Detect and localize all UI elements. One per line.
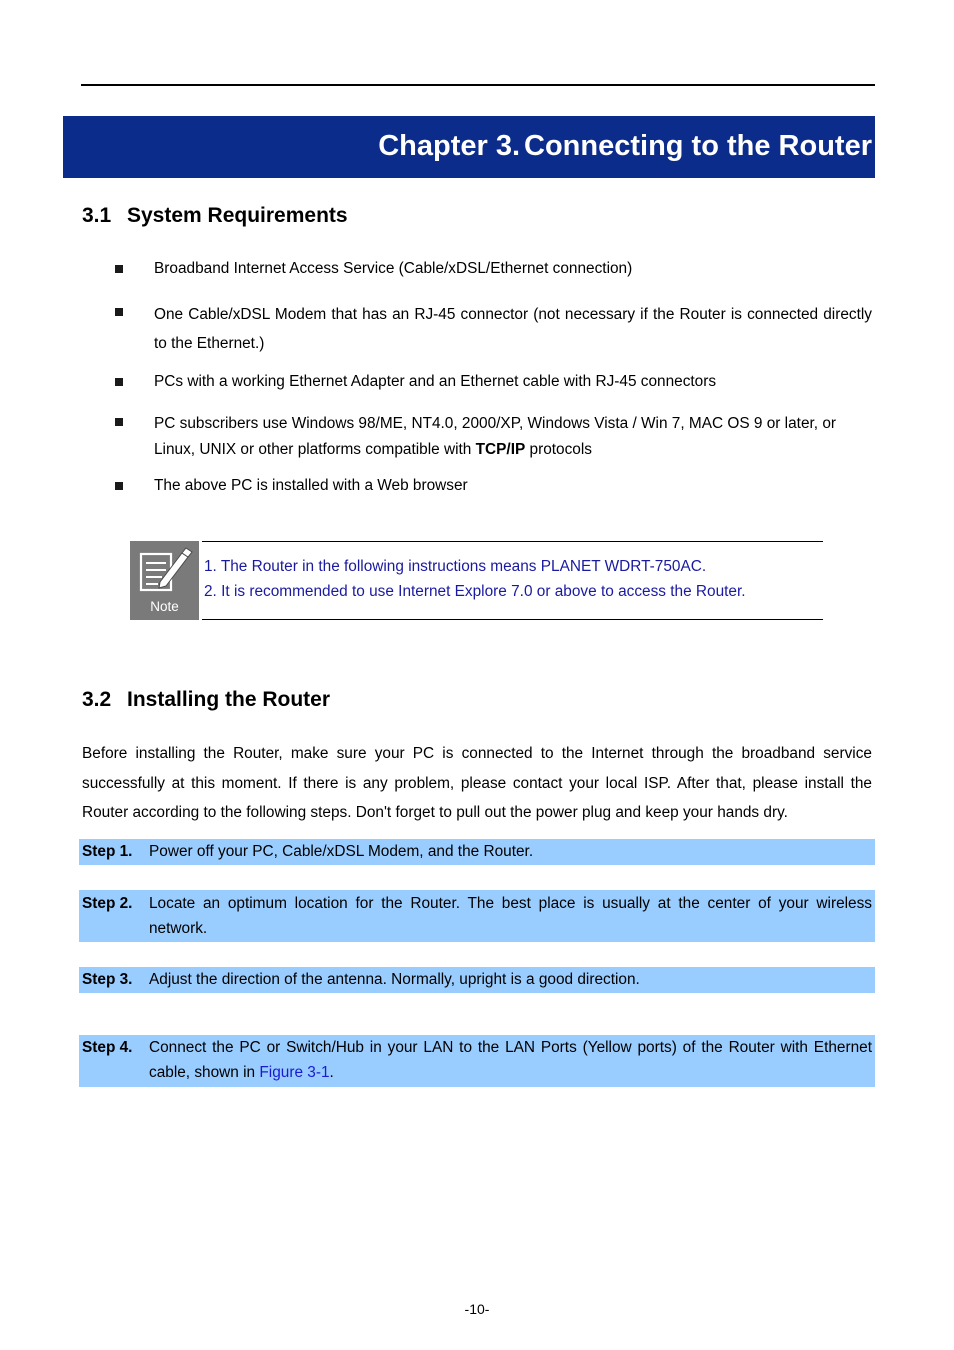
step-text: Power off your PC, Cable/xDSL Modem, and the Router. bbox=[149, 843, 534, 860]
section-number: 3.1 bbox=[82, 204, 112, 227]
note-line: 1. The Router in the following instructions means PLANET WDRT-750AC. bbox=[204, 558, 707, 575]
step-label: Step 4. bbox=[82, 1039, 133, 1056]
notepad-pencil-icon bbox=[130, 541, 199, 601]
header-rule bbox=[81, 84, 875, 86]
square-bullet-icon bbox=[115, 308, 123, 316]
bullet-text: Broadband Internet Access Service (Cable/xDSL/Ethernet connection) bbox=[154, 260, 633, 277]
bullet-item bbox=[115, 372, 872, 392]
step-label: Step 3. bbox=[82, 971, 133, 988]
note-bottom-rule bbox=[202, 619, 823, 620]
bullet-text: One Cable/xDSL Modem that has an RJ-45 connector (not necessary if the Router is connected directly to the Ethernet.) bbox=[154, 306, 872, 352]
bullet-text: PC subscribers use Windows 98/ME, NT4.0, 2000/XP, Windows Vista / Win 7, MAC OS 9 or later, or Linux, UNIX or other platforms compatible with TCP/IP protocols bbox=[154, 415, 837, 458]
step-text: Connect the PC or Switch/Hub in your LAN to the LAN Ports (Yellow ports) of the Router with Ethernet cable, shown in Figure 3-1. bbox=[149, 1039, 872, 1081]
tcp-ip-term: TCP/IP bbox=[475, 441, 526, 458]
square-bullet-icon bbox=[115, 482, 123, 490]
step-box-1 bbox=[79, 839, 875, 865]
note-top-rule bbox=[202, 541, 823, 542]
bullet-text: PCs with a working Ethernet Adapter and an Ethernet cable with RJ-45 connectors bbox=[154, 373, 717, 390]
bullet-item bbox=[115, 300, 872, 358]
chapter-number: Chapter 3. bbox=[378, 130, 521, 162]
bullet-item bbox=[115, 259, 872, 279]
section-number: 3.2 bbox=[82, 688, 112, 711]
page-number: -10- bbox=[464, 1301, 490, 1317]
bullet-text: The above PC is installed with a Web browser bbox=[154, 477, 468, 494]
intro-paragraph: Before installing the Router, make sure your PC is connected to the Internet through the broadband service successfully at this moment. If there is any problem, please contact your local ISP. After that, please install the Router according to the following steps. Don't forget to pull out the power plug and keep your hands dry. bbox=[82, 745, 872, 821]
step-text: Adjust the direction of the antenna. Normally, upright is a good direction. bbox=[149, 971, 640, 988]
section-title: System Requirements bbox=[127, 204, 348, 227]
bullet-item bbox=[115, 411, 872, 463]
note-icon bbox=[130, 541, 199, 620]
note-label: Note bbox=[150, 599, 179, 614]
chapter-title bbox=[378, 130, 872, 163]
chapter-banner bbox=[63, 116, 875, 178]
section-title: Installing the Router bbox=[127, 688, 331, 711]
square-bullet-icon bbox=[115, 418, 123, 426]
chapter-title-text: Connecting to the Router bbox=[524, 130, 872, 162]
step-box-4 bbox=[79, 1035, 875, 1087]
note-line: 2. It is recommended to use Internet Explore 7.0 or above to access the Router. bbox=[204, 583, 746, 600]
step-text: Locate an optimum location for the Router. The best place is usually at the center of your wireless network. bbox=[149, 895, 872, 937]
step-label: Step 2. bbox=[82, 895, 133, 912]
square-bullet-icon bbox=[115, 265, 123, 273]
section-heading-installing-router bbox=[82, 688, 330, 712]
figure-3-1-link[interactable]: Figure 3-1 bbox=[259, 1064, 330, 1081]
bullet-item bbox=[115, 476, 872, 496]
square-bullet-icon bbox=[115, 378, 123, 386]
step-label: Step 1. bbox=[82, 843, 133, 860]
section-heading-system-requirements bbox=[82, 204, 348, 228]
step-box-2 bbox=[79, 890, 875, 942]
step-box-3 bbox=[79, 967, 875, 993]
